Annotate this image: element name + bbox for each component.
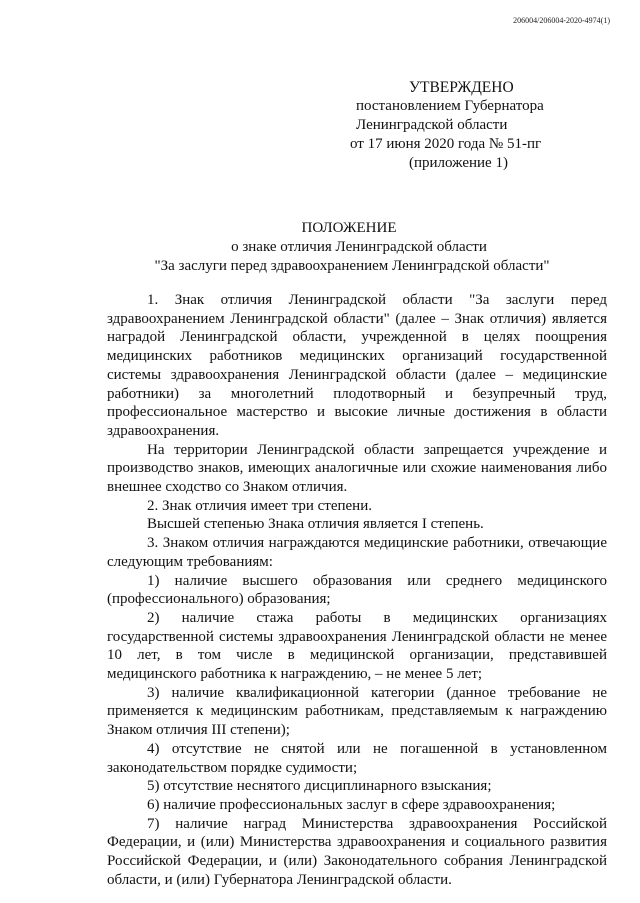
requirement-2: 2) наличие стажа работы в медицинских организациях государственной системы здравоохранения Ленинградской области не менее 10 лет, в том числе в медицинской организации, представившей медицинского работника к награждению, – не менее 5 лет; — [107, 609, 607, 683]
document-heading — [0, 219, 640, 276]
requirement-1: 1) наличие высшего образования или среднего медицинского (профессионального) образования; — [107, 572, 607, 608]
requirement-6: 6) наличие профессиональных заслуг в сфере здравоохранения; — [147, 796, 556, 813]
approval-line-4: (приложение 1) — [409, 155, 508, 171]
paragraph-1: 1. Знак отличия Ленинградской области "За заслуги перед здравоохранением Ленинградской области" (далее – Знак отличия) является наградой Ленинградской области, учрежденной в целях поощрения медицинских работников медицинских организаций государственной системы здравоохранения Ленинградской области (далее – медицинские работники) за многолетний плодотворный и безупречный труд, профессиональное мастерство и высокие личные достижения в области здравоохранения. — [107, 292, 607, 439]
requirement-4: 4) отсутствие не снятой или не погашенной в установленном законодательством порядке судимости; — [107, 740, 607, 776]
requirement-7: 7) наличие наград Министерства здравоохранения Российской Федерации, и (или) Министерства здравоохранения и социального развития Российской Федерации, и (или) Законодательного собрания Ленинградской области, и (или) Губернатора Ленинградской области. — [107, 815, 607, 888]
approval-block — [350, 78, 544, 173]
document-id: 206004/206004-2020-4974(1) — [513, 16, 610, 25]
document-body — [107, 291, 607, 890]
paragraph-4: Высшей степенью Знака отличия является I степень. — [147, 516, 484, 533]
heading-subtitle-1: о знаке отличия Ленинградской области — [231, 239, 487, 255]
heading-subtitle-2: "За заслуги перед здравоохранением Ленинградской области" — [154, 258, 550, 274]
paragraph-5: 3. Знаком отличия награждаются медицинские работники, отвечающие следующим требованиям: — [107, 535, 607, 570]
requirement-3: 3) наличие квалификационной категории (данное требование не применяется к медицинским работникам, представляемым к награждению Знаком отличия III степени); — [107, 684, 607, 739]
paragraph-2: На территории Ленинградской области запрещается учреждение и производство знаков, имеющих аналогичные или схожие наименования либо внешнее сходство со Знаком отличия. — [107, 441, 607, 496]
requirement-5: 5) отсутствие неснятого дисциплинарного взыскания; — [147, 778, 492, 795]
approval-line-3: от 17 июня 2020 года № 51-пг — [350, 136, 542, 152]
paragraph-3: 2. Знак отличия имеет три степени. — [147, 497, 372, 514]
approval-line-2: Ленинградской области — [356, 117, 508, 133]
heading-title: ПОЛОЖЕНИЕ — [301, 220, 397, 236]
approval-title: УТВЕРЖДЕНО — [409, 79, 514, 96]
approval-line-1: постановлением Губернатора — [356, 98, 544, 114]
